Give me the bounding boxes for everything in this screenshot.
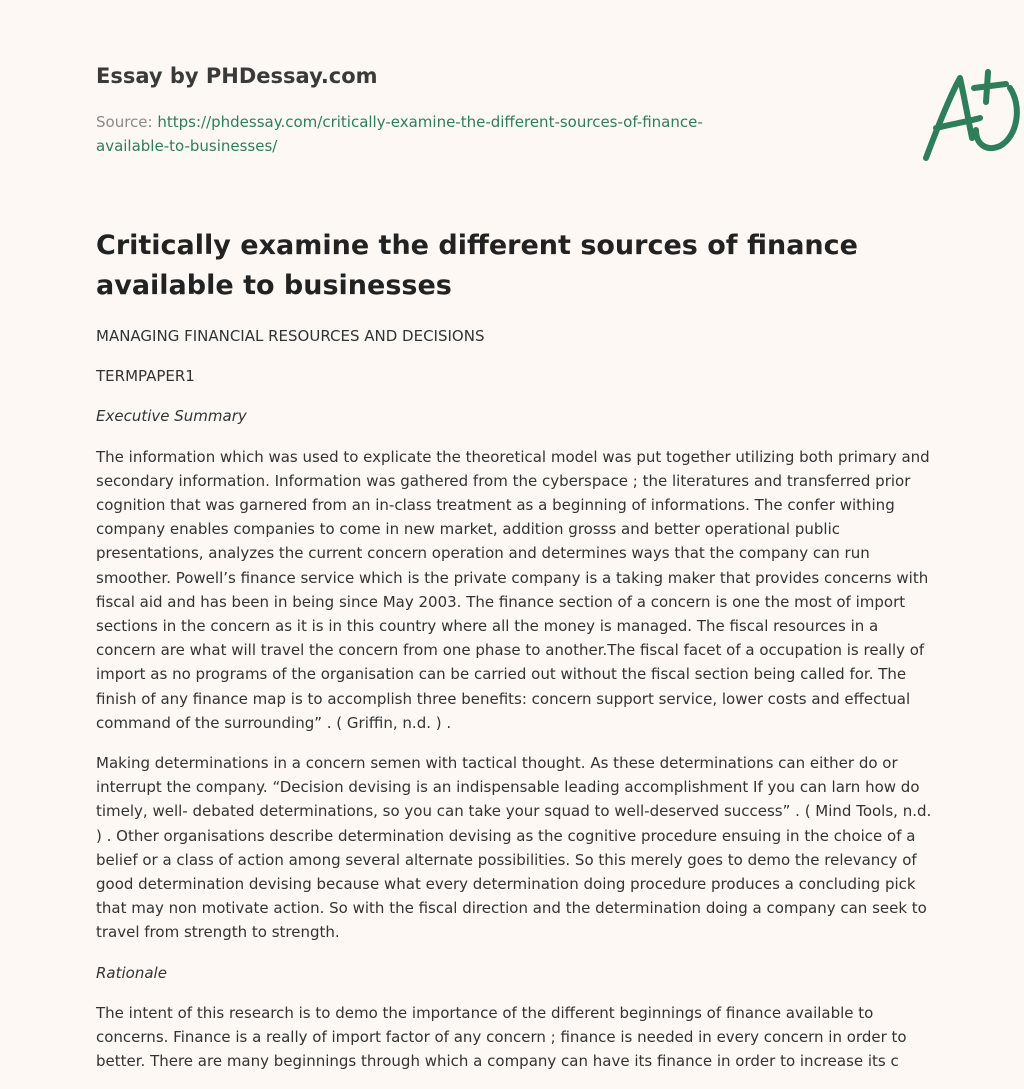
rationale-heading: Rationale xyxy=(96,963,167,982)
paragraph: The intent of this research is to demo the importance of the different beginnings of finance available to concerns. Finance is a really of import factor of any concern ; finance is needed in every concern in order to better. There are many beginnings through which a company can have its finance in order to increase its c xyxy=(96,1003,907,1071)
essay-body xyxy=(96,324,936,1089)
paragraph: The information which was used to explicate the theoretical model was put together utilizing both primary and secondary information. Information was gathered from the cyberspace ; the literatures and transferred prior cognition that was garnered from an in-class treatment as a beginning of informations. The confer withing company enables companies to come in new market, addition grosss and better operational public presentations, analyzes the current concern operation and determines ways that the company can run smoother. Powell’s finance service which is the private company is a taking maker that provides concerns with fiscal aid and has been in being since May 2003. The finance section of a concern is one the most of import sections in the concern as it is in this country where all the money is managed. The fiscal resources in a concern are what will travel the concern from one phase to another.The fiscal facet of a occupation is really of import as no programs of the organisation can be carried out without the fiscal section being called for. The finish of any finance map is to accomplish three benefits: concern support service, lower costs and effectual command of the surrounding” . ( Griffin, n.d. ) . xyxy=(96,447,930,732)
paragraph: Making determinations in a concern semen with tactical thought. As these determinations can either do or interrupt the company. “Decision devising is an indispensable leading accomplishment If you can larn how do timely, well- debated determinations, so you can take your squad to well-deserved success” . ( Mind Tools, n.d. ) . Other organisations describe determination devising as the cognitive procedure ensuing in the choice of a belief or a class of action among several alternate possibilities. So this merely goes to demo the relevancy of good determination devising because what every determination doing procedure produces a concluding pick that may non motivate action. So with the fiscal direction and the determination doing a company can seek to travel from strength to strength. xyxy=(96,754,932,942)
source-line xyxy=(96,110,736,158)
source-label: Source: xyxy=(96,113,153,131)
site-brand: Essay by PHDessay.com xyxy=(96,64,378,88)
a-plus-logo-icon xyxy=(914,66,1024,170)
source-link[interactable]: https://phdessay.com/critically-examine-the-different-sources-of-finance-available-to-businesses/ xyxy=(96,113,703,155)
paper-label: TERMPAPER1 xyxy=(96,367,195,386)
essay-title: Critically examine the different sources of finance available to businesses xyxy=(96,230,858,301)
executive-summary-heading: Executive Summary xyxy=(96,407,247,426)
section-heading: MANAGING FINANCIAL RESOURCES AND DECISIONS xyxy=(96,327,485,345)
